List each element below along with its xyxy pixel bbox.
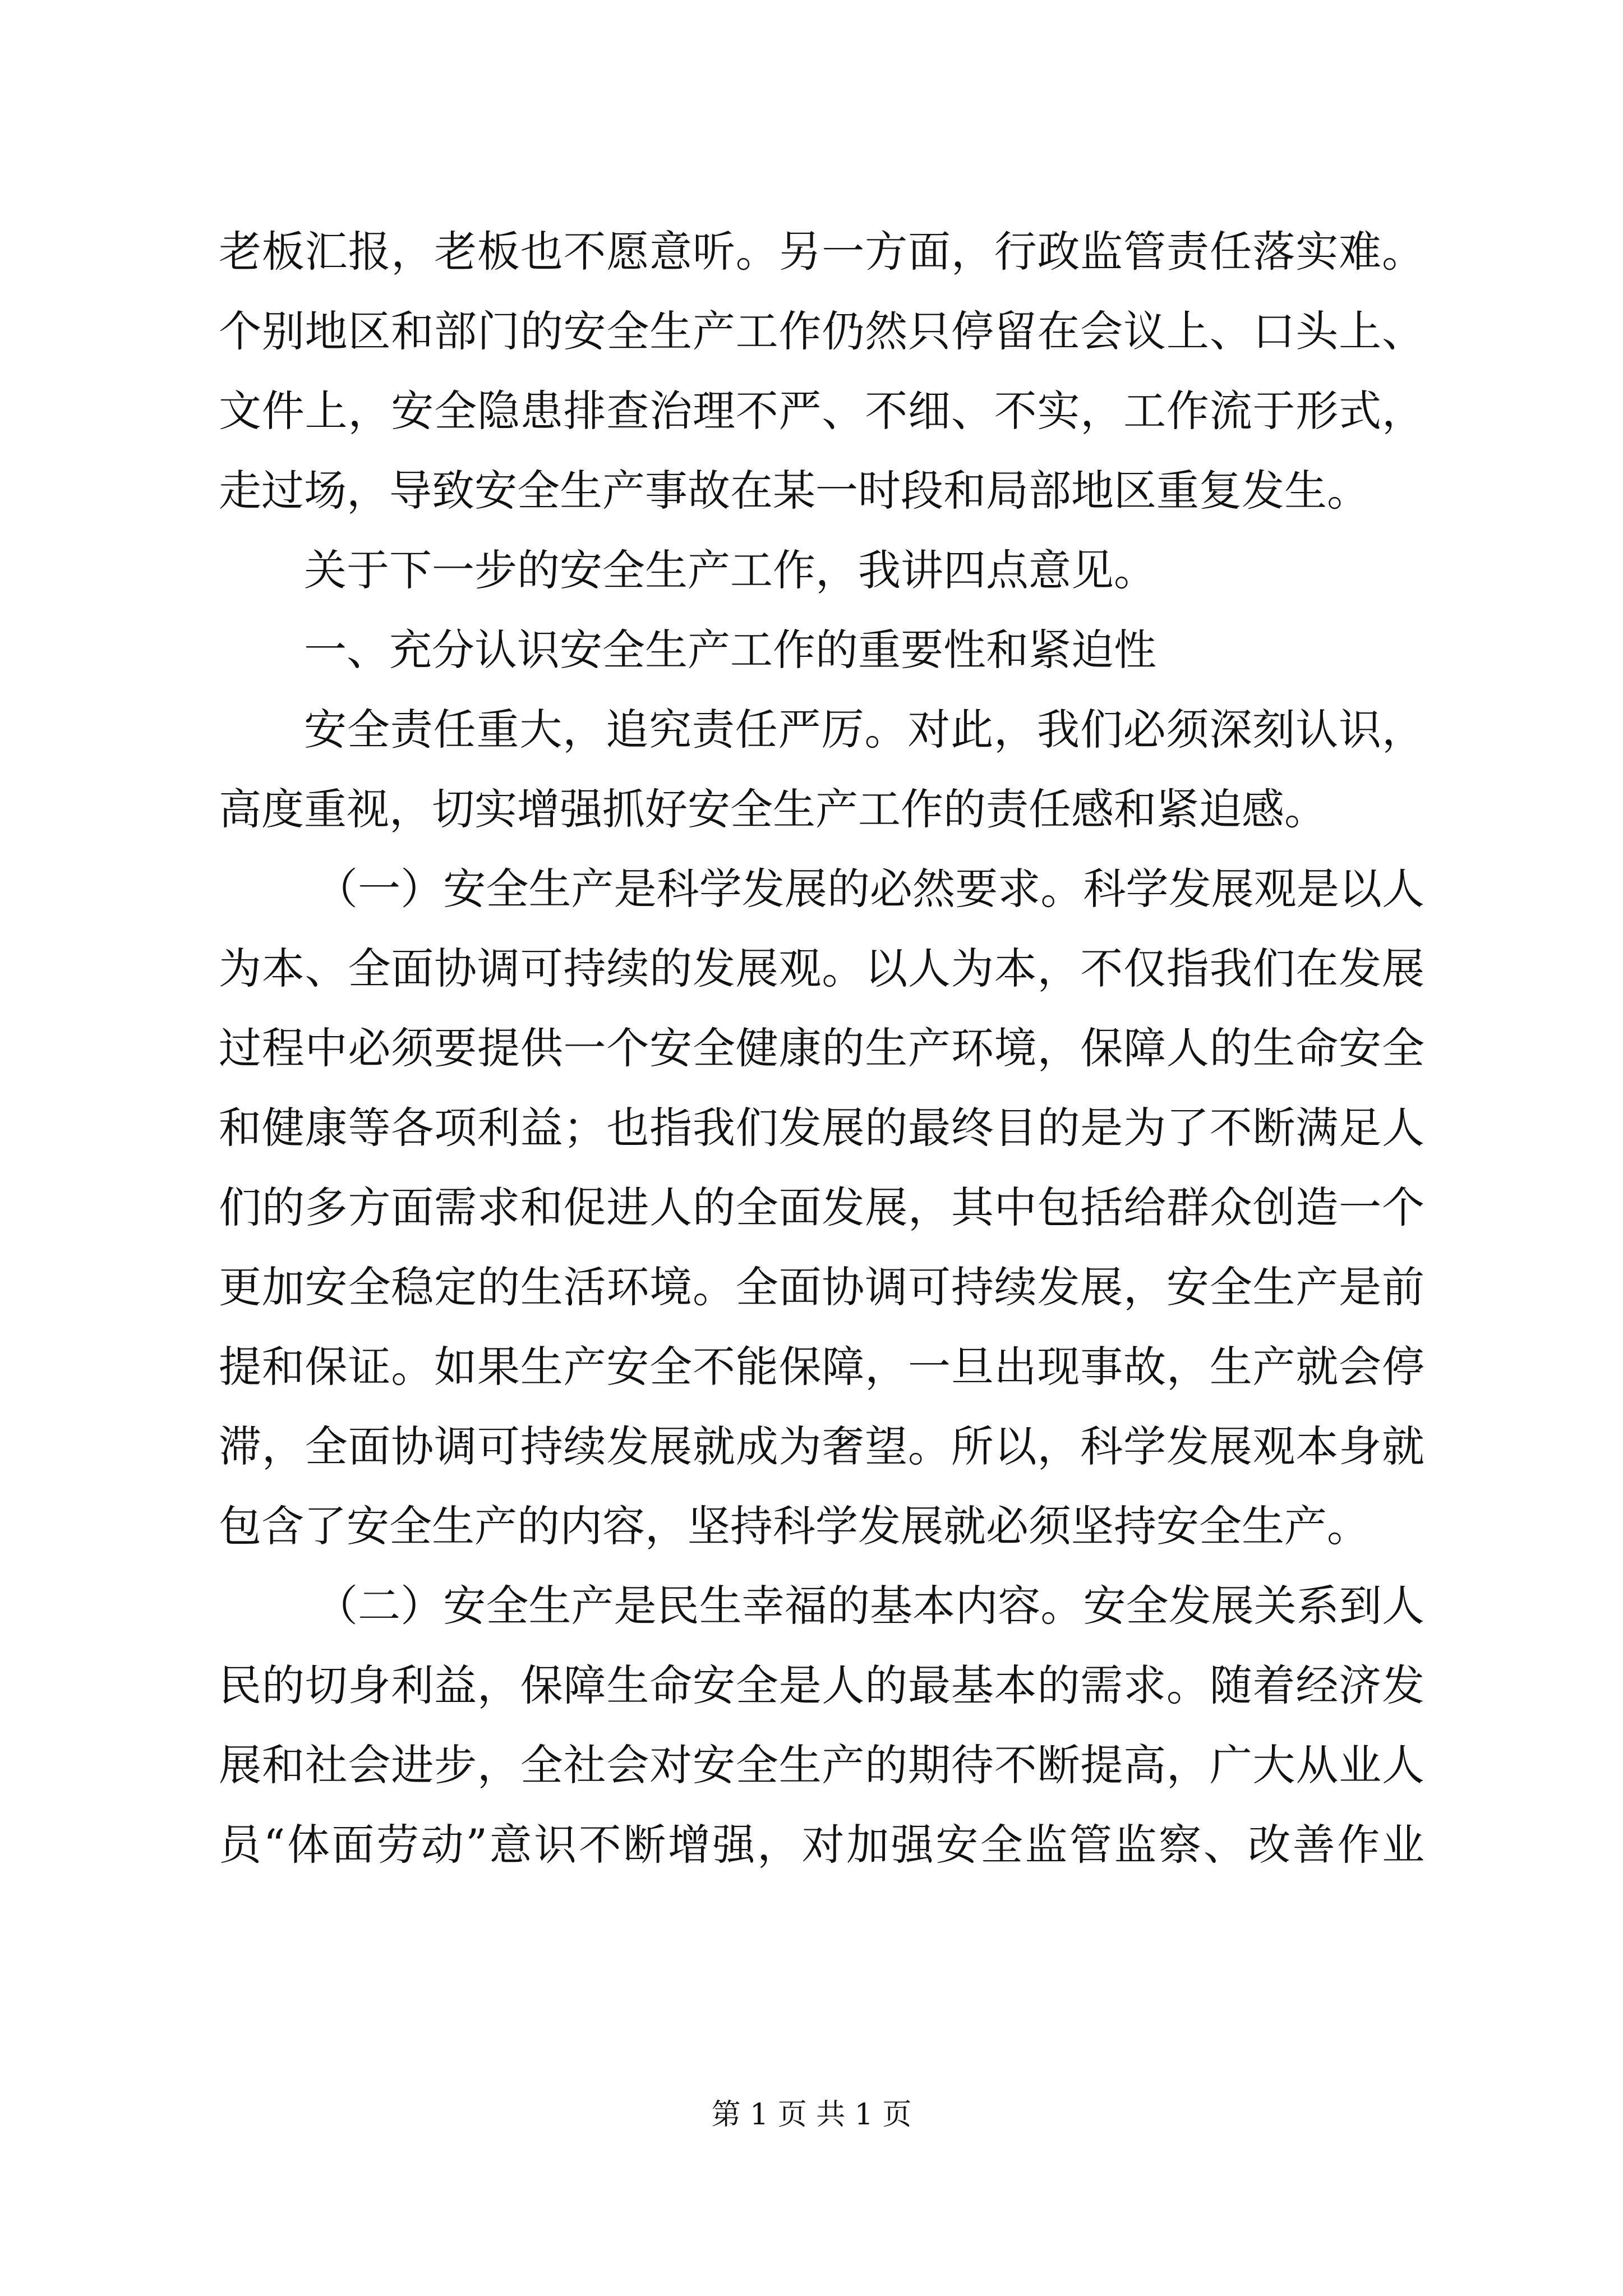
- paragraph-line: 安全责任重大，追究责任严厉。对此，我们必须深刻认识，: [304, 705, 1424, 754]
- text-line: 个别地区和部门的安全生产工作仍然只停留在会议上、口头上、: [219, 306, 1424, 356]
- text-line: 员“体面劳动”意识不断增强，对加强安全监管监察、改善作业: [219, 1820, 1424, 1870]
- text-line: 更加安全稳定的生活环境。全面协调可持续发展，安全生产是前: [219, 1262, 1424, 1312]
- text-line: 展和社会进步，全社会对安全生产的期待不断提高，广大从业人: [219, 1740, 1424, 1790]
- text-line: 文件上，安全隐患排查治理不严、不细、不实，工作流于形式，: [219, 386, 1424, 436]
- text-line: 老板汇报，老板也不愿意听。另一方面，行政监管责任落实难。: [219, 227, 1424, 277]
- text-line: 过程中必须要提供一个安全健康的生产环境，保障人的生命安全: [219, 1023, 1424, 1073]
- subsection-line: （一）安全生产是科学发展的必然要求。科学发展观是以人: [315, 864, 1424, 914]
- document-body: [219, 212, 1424, 1885]
- text-line: 们的多方面需求和促进人的全面发展，其中包括给群众创造一个: [219, 1182, 1424, 1232]
- text-line: 民的切身利益，保障生命安全是人的最基本的需求。随着经济发: [219, 1660, 1424, 1710]
- text-line: 高度重视，切实增强抓好安全生产工作的责任感和紧迫感。: [219, 784, 1327, 834]
- page-footer: [0, 2095, 1623, 2134]
- text-line: 和健康等各项利益；也指我们发展的最终目的是为了不断满足人: [219, 1103, 1424, 1153]
- text-line: 走过场，导致安全生产事故在某一时段和局部地区重复发生。: [219, 466, 1370, 516]
- text-line: 为本、全面协调可持续的发展观。以人为本，不仅指我们在发展: [219, 944, 1424, 993]
- text-line: 包含了安全生产的内容，坚持科学发展就必须坚持安全生产。: [219, 1501, 1370, 1551]
- text-line: 滞，全面协调可持续发展就成为奢望。所以，科学发展观本身就: [219, 1421, 1424, 1471]
- text-line: 提和保证。如果生产安全不能保障，一旦出现事故，生产就会停: [219, 1342, 1424, 1392]
- page-number: 第 1 页 共 1 页: [711, 2098, 912, 2132]
- paragraph-line: 关于下一步的安全生产工作，我讲四点意见。: [304, 545, 1156, 595]
- subsection-line: （二）安全生产是民生幸福的基本内容。安全发展关系到人: [315, 1581, 1424, 1631]
- section-heading: 一、充分认识安全生产工作的重要性和紧迫性: [304, 625, 1156, 675]
